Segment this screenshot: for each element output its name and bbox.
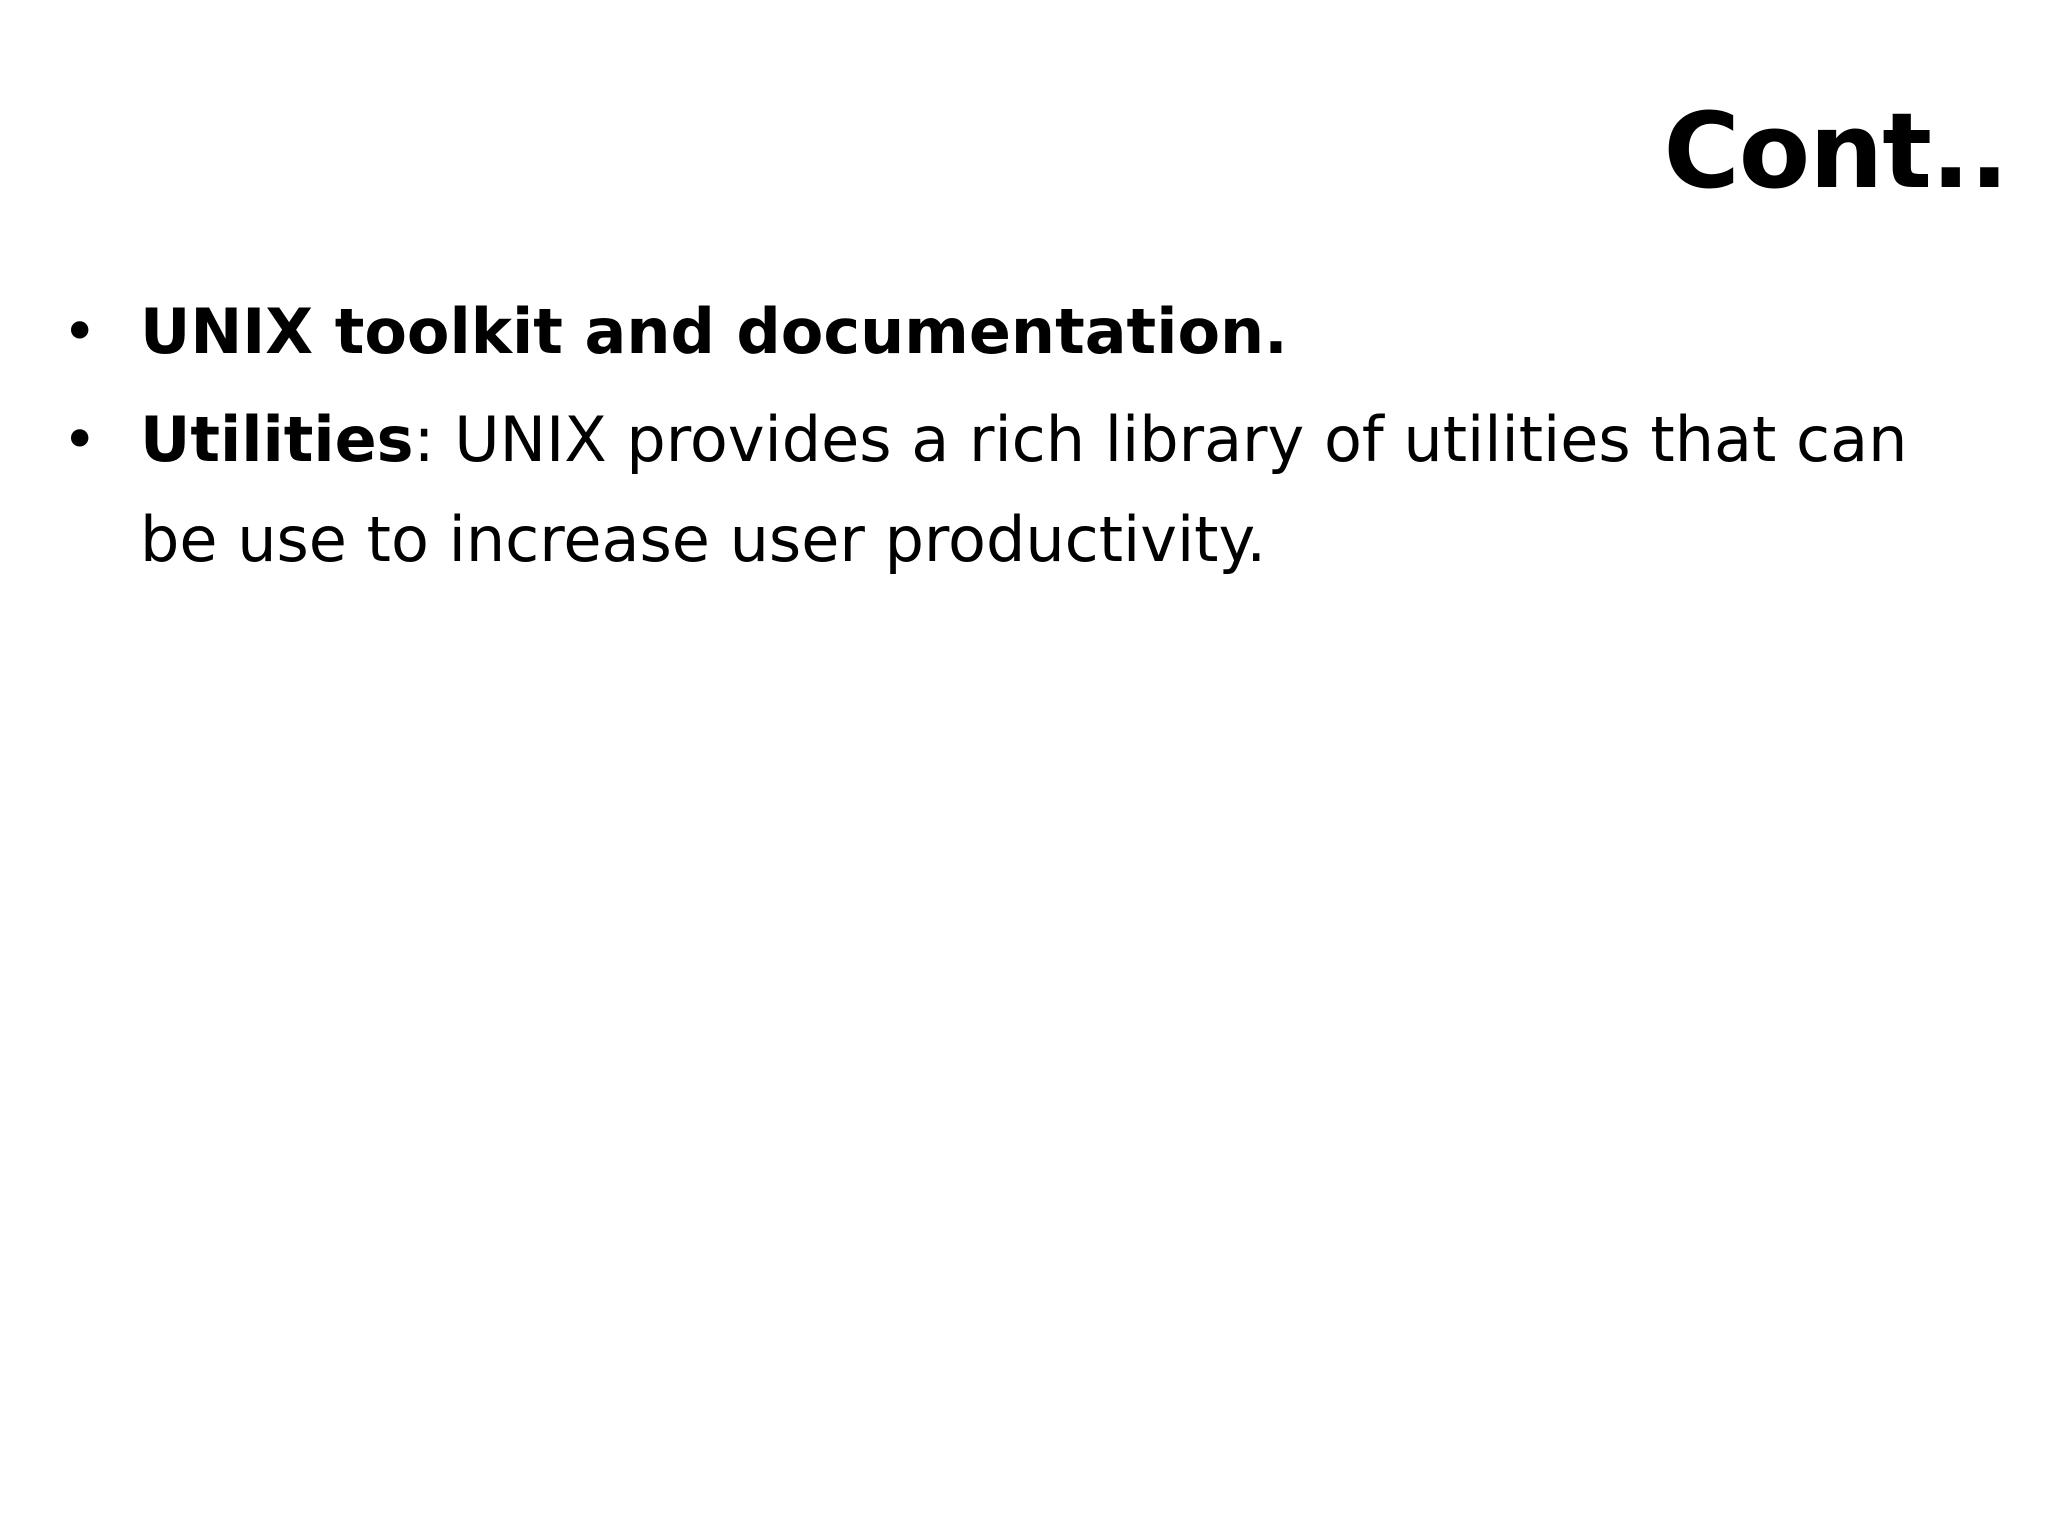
bullet-lead-text: Utilities xyxy=(140,403,414,476)
bullet-item-utilities xyxy=(52,390,1992,590)
bullet-list xyxy=(52,282,1992,598)
bullet-lead-text: UNIX toolkit and documentation. xyxy=(140,295,1288,368)
bullet-dot-icon: • xyxy=(62,297,98,367)
bullet-item-toolkit xyxy=(52,282,1992,382)
bullet-dot-icon: • xyxy=(62,405,98,475)
bullet-body-text: : UNIX provides a rich library of utilities that can be use to increase user productivity. xyxy=(140,403,1908,576)
slide-title: Cont.. xyxy=(1663,90,2008,212)
